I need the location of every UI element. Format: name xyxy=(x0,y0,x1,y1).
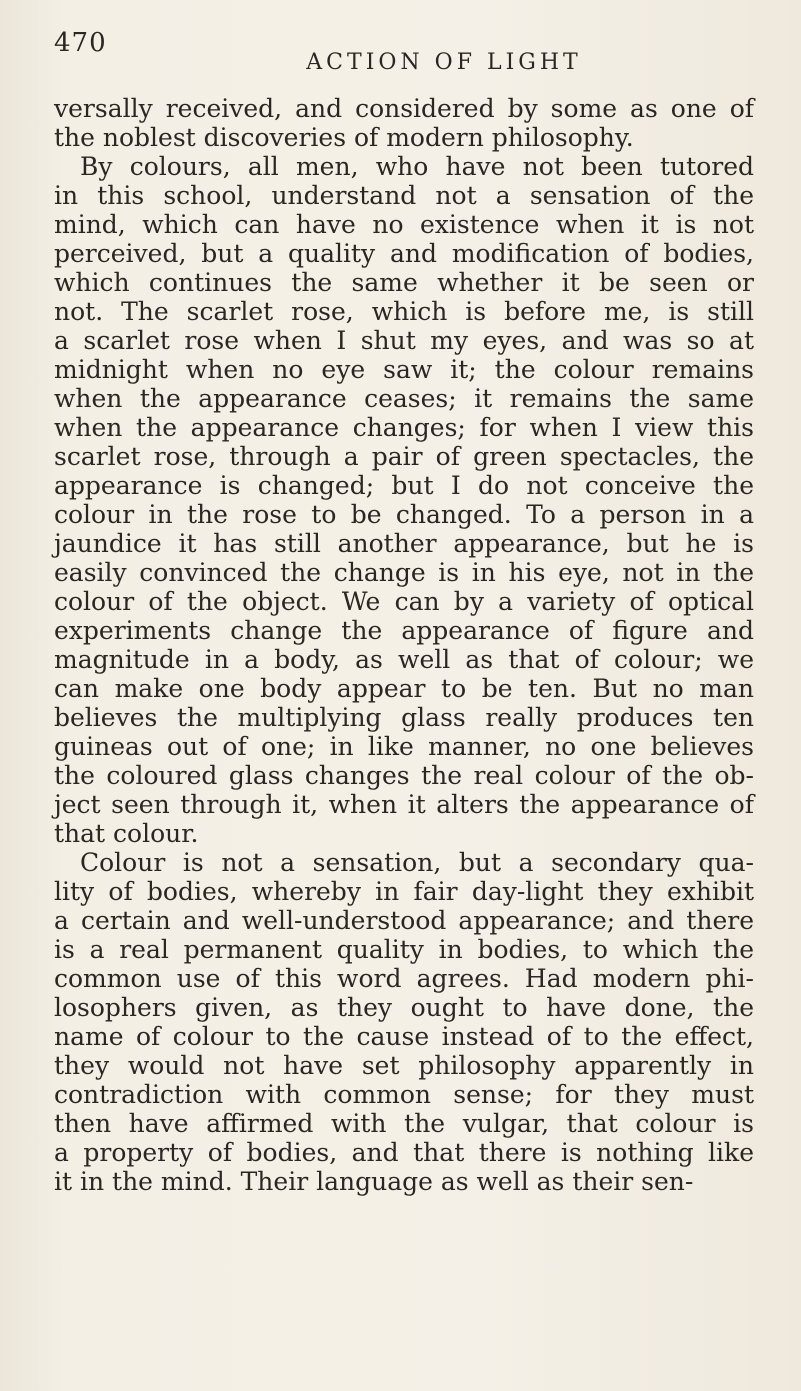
text-line: experiments change the appearance of figure and xyxy=(54,616,754,645)
text-line: By colours, all men, who have not been tutored xyxy=(80,152,754,181)
text-line: lity of bodies, whereby in fair day-light they exhibit xyxy=(54,877,754,906)
text-line: perceived, but a quality and modification of bodies, xyxy=(54,239,754,268)
text-line: name of colour to the cause instead of to the effect, xyxy=(54,1022,754,1051)
text-line: mind, which can have no existence when it is not xyxy=(54,210,754,239)
text-line: which continues the same whether it be seen or xyxy=(54,268,754,297)
text-line: it in the mind. Their language as well as their sen- xyxy=(54,1167,694,1196)
text-line: colour in the rose to be changed. To a person in a xyxy=(54,500,754,529)
text-line: magnitude in a body, as well as that of colour; we xyxy=(54,645,754,674)
page-header xyxy=(54,28,754,88)
text-line: appearance is changed; but I do not conceive the xyxy=(54,471,754,500)
text-line: colour of the object. We can by a variety of optical xyxy=(54,587,754,616)
text-line: in this school, understand not a sensation of the xyxy=(54,181,754,210)
text-line: jaundice it has still another appearance, but he is xyxy=(54,529,754,558)
text-line: not. The scarlet rose, which is before me, is still xyxy=(54,297,754,326)
paragraph xyxy=(54,152,754,848)
text-line: contradiction with common sense; for they must xyxy=(54,1080,754,1109)
text-line: that colour. xyxy=(54,819,199,848)
text-line: scarlet rose, through a pair of green spectacles, the xyxy=(54,442,754,471)
text-line: a certain and well-understood appearance; and there xyxy=(54,906,754,935)
text-line: a scarlet rose when I shut my eyes, and was so at xyxy=(54,326,754,355)
paragraph xyxy=(54,848,754,1196)
text-line: guineas out of one; in like manner, no one believes xyxy=(54,732,754,761)
text-line: when the appearance changes; for when I view this xyxy=(54,413,754,442)
text-line: common use of this word agrees. Had modern phi- xyxy=(54,964,754,993)
text-line: the noblest discoveries of modern philosophy. xyxy=(54,123,634,152)
text-line: Colour is not a sensation, but a secondary qua- xyxy=(80,848,754,877)
text-line: is a real permanent quality in bodies, to which the xyxy=(54,935,754,964)
text-line: when the appearance ceases; it remains the same xyxy=(54,384,754,413)
paragraph xyxy=(54,94,754,152)
text-line: can make one body appear to be ten. But no man xyxy=(54,674,754,703)
text-line: midnight when no eye saw it; the colour remains xyxy=(54,355,754,384)
text-line: they would not have set philosophy apparently in xyxy=(54,1051,754,1080)
text-line: believes the multiplying glass really produces ten xyxy=(54,703,754,732)
text-line: a property of bodies, and that there is nothing like xyxy=(54,1138,754,1167)
page-number: 470 xyxy=(54,28,107,58)
text-line: losophers given, as they ought to have done, the xyxy=(54,993,754,1022)
text-line: versally received, and considered by some as one of xyxy=(54,94,754,123)
text-line: ject seen through it, when it alters the appearance of xyxy=(54,790,754,819)
running-head: ACTION OF LIGHT xyxy=(306,50,582,75)
text-line: easily convinced the change is in his eye, not in the xyxy=(54,558,754,587)
text-line: the coloured glass changes the real colour of the ob- xyxy=(54,761,754,790)
body-text xyxy=(54,94,754,1196)
text-line: then have affirmed with the vulgar, that colour is xyxy=(54,1109,754,1138)
